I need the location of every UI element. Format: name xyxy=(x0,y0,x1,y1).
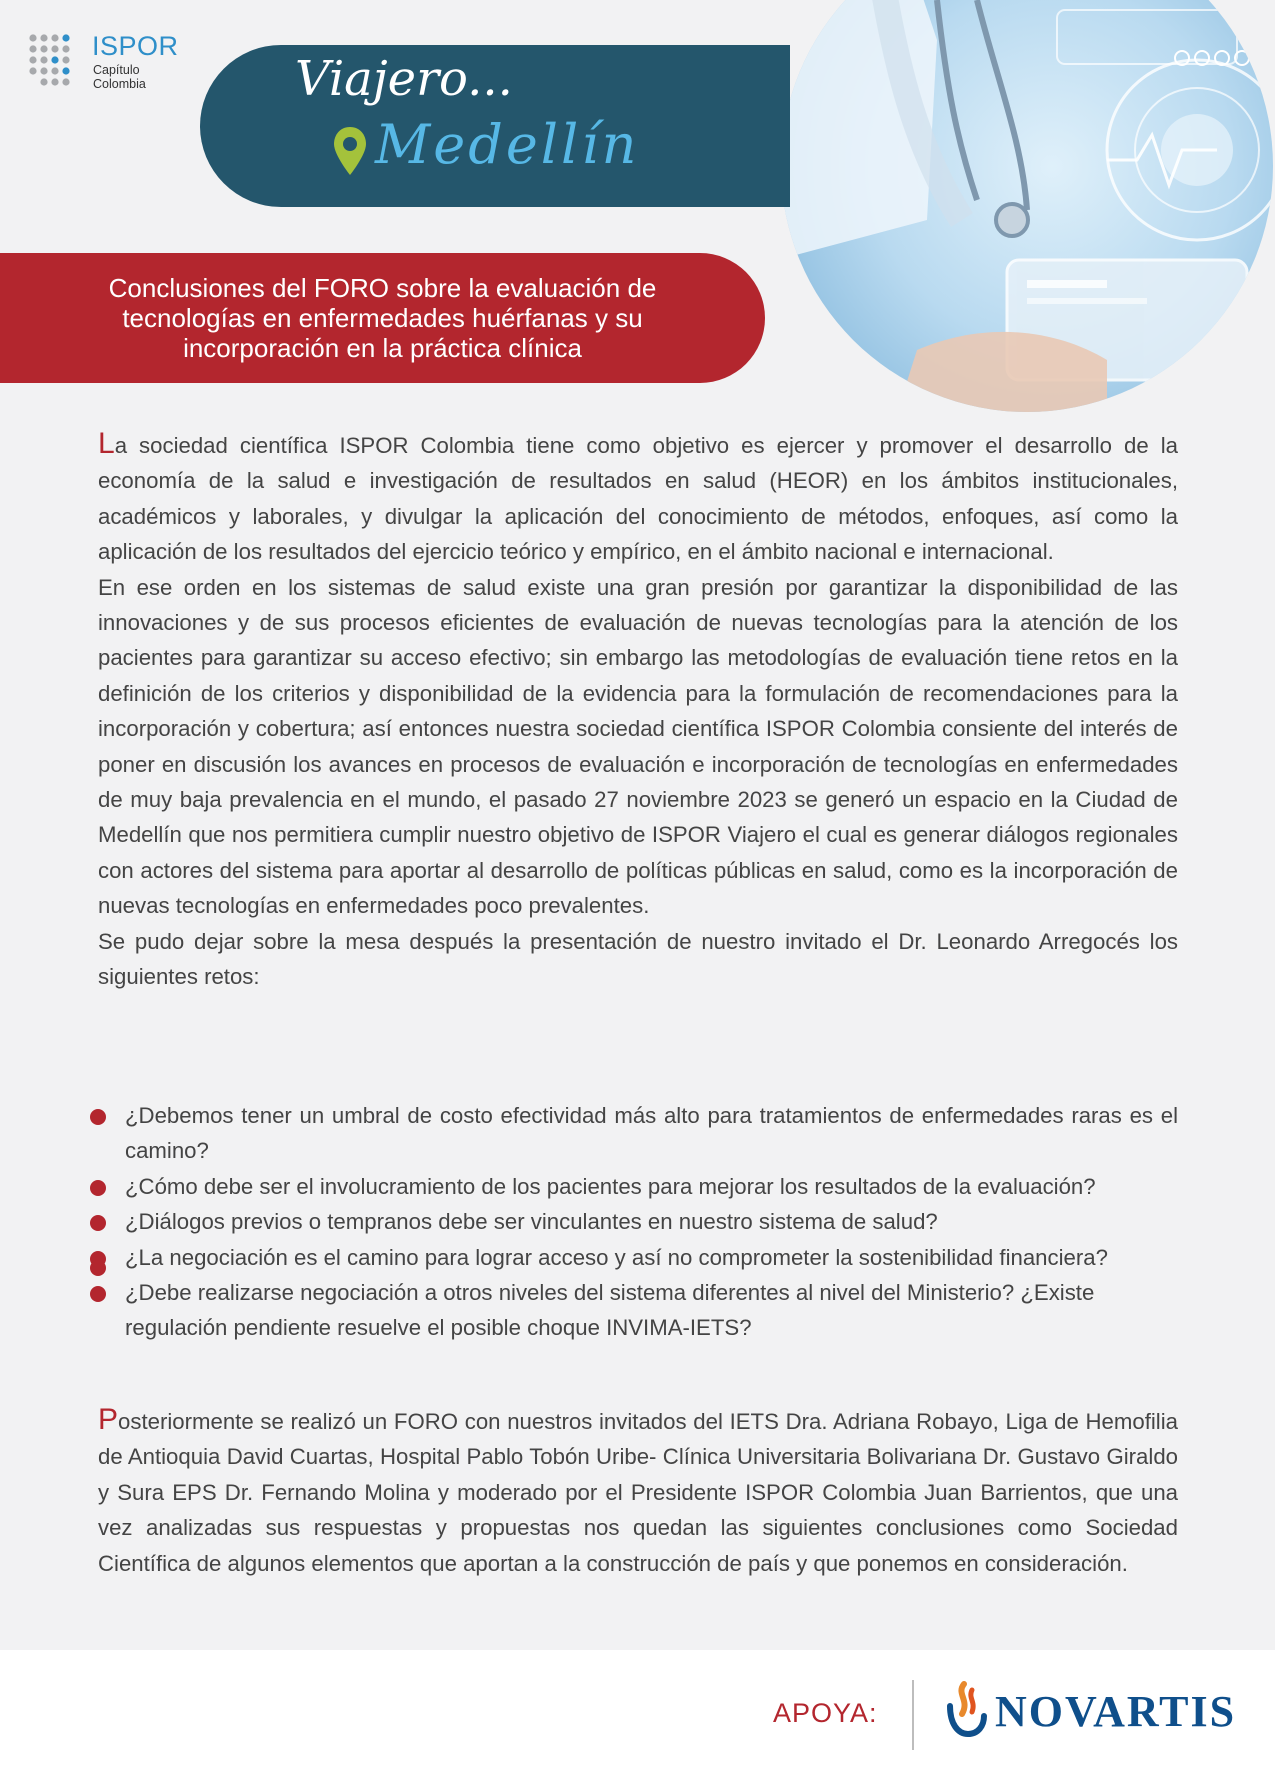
support-label: APOYA: xyxy=(773,1698,878,1728)
city-banner xyxy=(200,45,790,207)
list-item xyxy=(90,1098,1190,1169)
drop-cap: P xyxy=(98,1403,119,1436)
title-banner xyxy=(0,253,765,383)
footer xyxy=(0,1650,1275,1767)
intro-paragraph-3: Se pudo dejar sobre la mesa después la presentación de nuestro invitado el Dr. Leonardo Arregocés los siguientes retos: xyxy=(98,928,1178,990)
list-item-text: ¿La negociación es el camino para lograr acceso y así no comprometer la sostenibilidad financiera? xyxy=(125,1244,1108,1270)
list-item xyxy=(90,1204,1190,1239)
sponsor-name: NOVARTIS xyxy=(995,1687,1237,1736)
bullet-dot xyxy=(90,1180,106,1196)
list-item-text: ¿Cómo debe ser el involucramiento de los pacientes para mejorar los resultados de la evaluación? xyxy=(125,1173,1096,1199)
intro-paragraph-1 xyxy=(98,426,1178,570)
dot-grid-icon xyxy=(28,33,84,89)
flame-logo-icon xyxy=(940,1680,988,1740)
city-name: Medellín xyxy=(375,113,640,176)
list-item xyxy=(90,1240,1190,1275)
bullet-dot xyxy=(90,1286,106,1302)
conclusion-text: osteriormente se realizó un FORO con nuestros invitados del IETS Dra. Adriana Robayo, Liga de Hemofilia de Antioquia David Cuartas, Hospital Pablo Tobón Uribe- Clínica Universitaria Bolivariana Dr. Gustavo Giraldo y Sura EPS Dr. Fernando Molina y moderado por el Presidente ISPOR Colombia Juan Barrientos, que una vez analizadas sus respuestas y propuestas nos quedan las siguientes conclusiones como Sociedad Científica de algunos elementos que aportan a la construcción de país y que ponemos en consideración. xyxy=(98,1409,1178,1576)
drop-cap: L xyxy=(98,427,115,460)
intro-paragraph-2: En ese orden en los sistemas de salud existe una gran presión por garantizar la disponibilidad de las innovaciones y de sus procesos eficientes de evaluación de nuevas tecnologías para la atención de los pacientes para garantizar su acceso efectivo; sin embargo las metodologías de evaluación tiene retos en la definición de los criterios y disponibilidad de la evidencia para la formulación de recomendaciones para la incorporación y cobertura; así entonces nuestra sociedad científica ISPOR Colombia consiente del interés de poner en discusión los avances en procesos de evaluación e incorporación de tecnologías en enfermedades de muy baja prevalencia en el mundo, el pasado 27 noviembre 2023 se generó un espacio en la Ciudad de Medellín que nos permitiera cumplir nuestro objetivo de ISPOR Viajero el cual es generar diálogos regionales con actores del sistema para aportar al desarrollo de políticas públicas en salud, como es la incorporación de nuevas tecnologías en enfermedades poco prevalentes. xyxy=(98,574,1178,919)
challenges-list xyxy=(90,1098,1190,1346)
conclusion-paragraph xyxy=(98,1402,1178,1581)
logo-sub-line1: Capítulo xyxy=(93,63,140,77)
list-item-text: ¿Debe realizarse negociación a otros niveles del sistema diferentes al nivel del Ministerio? ¿Existe regulación pendiente resuelve el posible choque INVIMA-IETS? xyxy=(125,1280,1095,1341)
intro-section xyxy=(98,426,1178,995)
footer-divider xyxy=(912,1680,914,1750)
logo-subtitle xyxy=(93,63,146,91)
conclusion-section xyxy=(98,1402,1178,1581)
bullet-dot xyxy=(90,1260,106,1276)
doctor-tablet-image xyxy=(777,0,1275,413)
ispor-logo xyxy=(28,33,188,93)
viajero-heading: Viajero... xyxy=(295,51,513,107)
list-item-text: ¿Debemos tener un umbral de costo efectividad más alto para tratamientos de enfermedades raras es el camino? xyxy=(125,1103,1178,1164)
map-pin-icon xyxy=(332,125,368,179)
list-item-text: ¿Diálogos previos o tempranos debe ser vinculantes en nuestro sistema de salud? xyxy=(125,1209,938,1235)
logo-name: ISPOR xyxy=(92,31,179,61)
logo-sub-line2: Colombia xyxy=(93,77,146,91)
list-item xyxy=(90,1169,1190,1204)
page-title: Conclusiones del FORO sobre la evaluación de tecnologías en enfermedades huérfanas y su incorporación en la práctica clínica xyxy=(108,273,657,363)
bullet-dot xyxy=(90,1215,106,1231)
bullet-dot xyxy=(90,1109,106,1125)
list-item xyxy=(90,1275,1190,1346)
intro-paragraph-1-text: a sociedad científica ISPOR Colombia tiene como objetivo es ejercer y promover el desarrollo de la economía de la salud e investigación de resultados en salud (HEOR) en los ámbitos institucionales, académicos y laborales, y divulgar la aplicación del conocimiento de métodos, enfoques, así como la aplicación de los resultados del ejercicio teórico y empírico, en el ámbito nacional e internacional. xyxy=(98,433,1178,565)
